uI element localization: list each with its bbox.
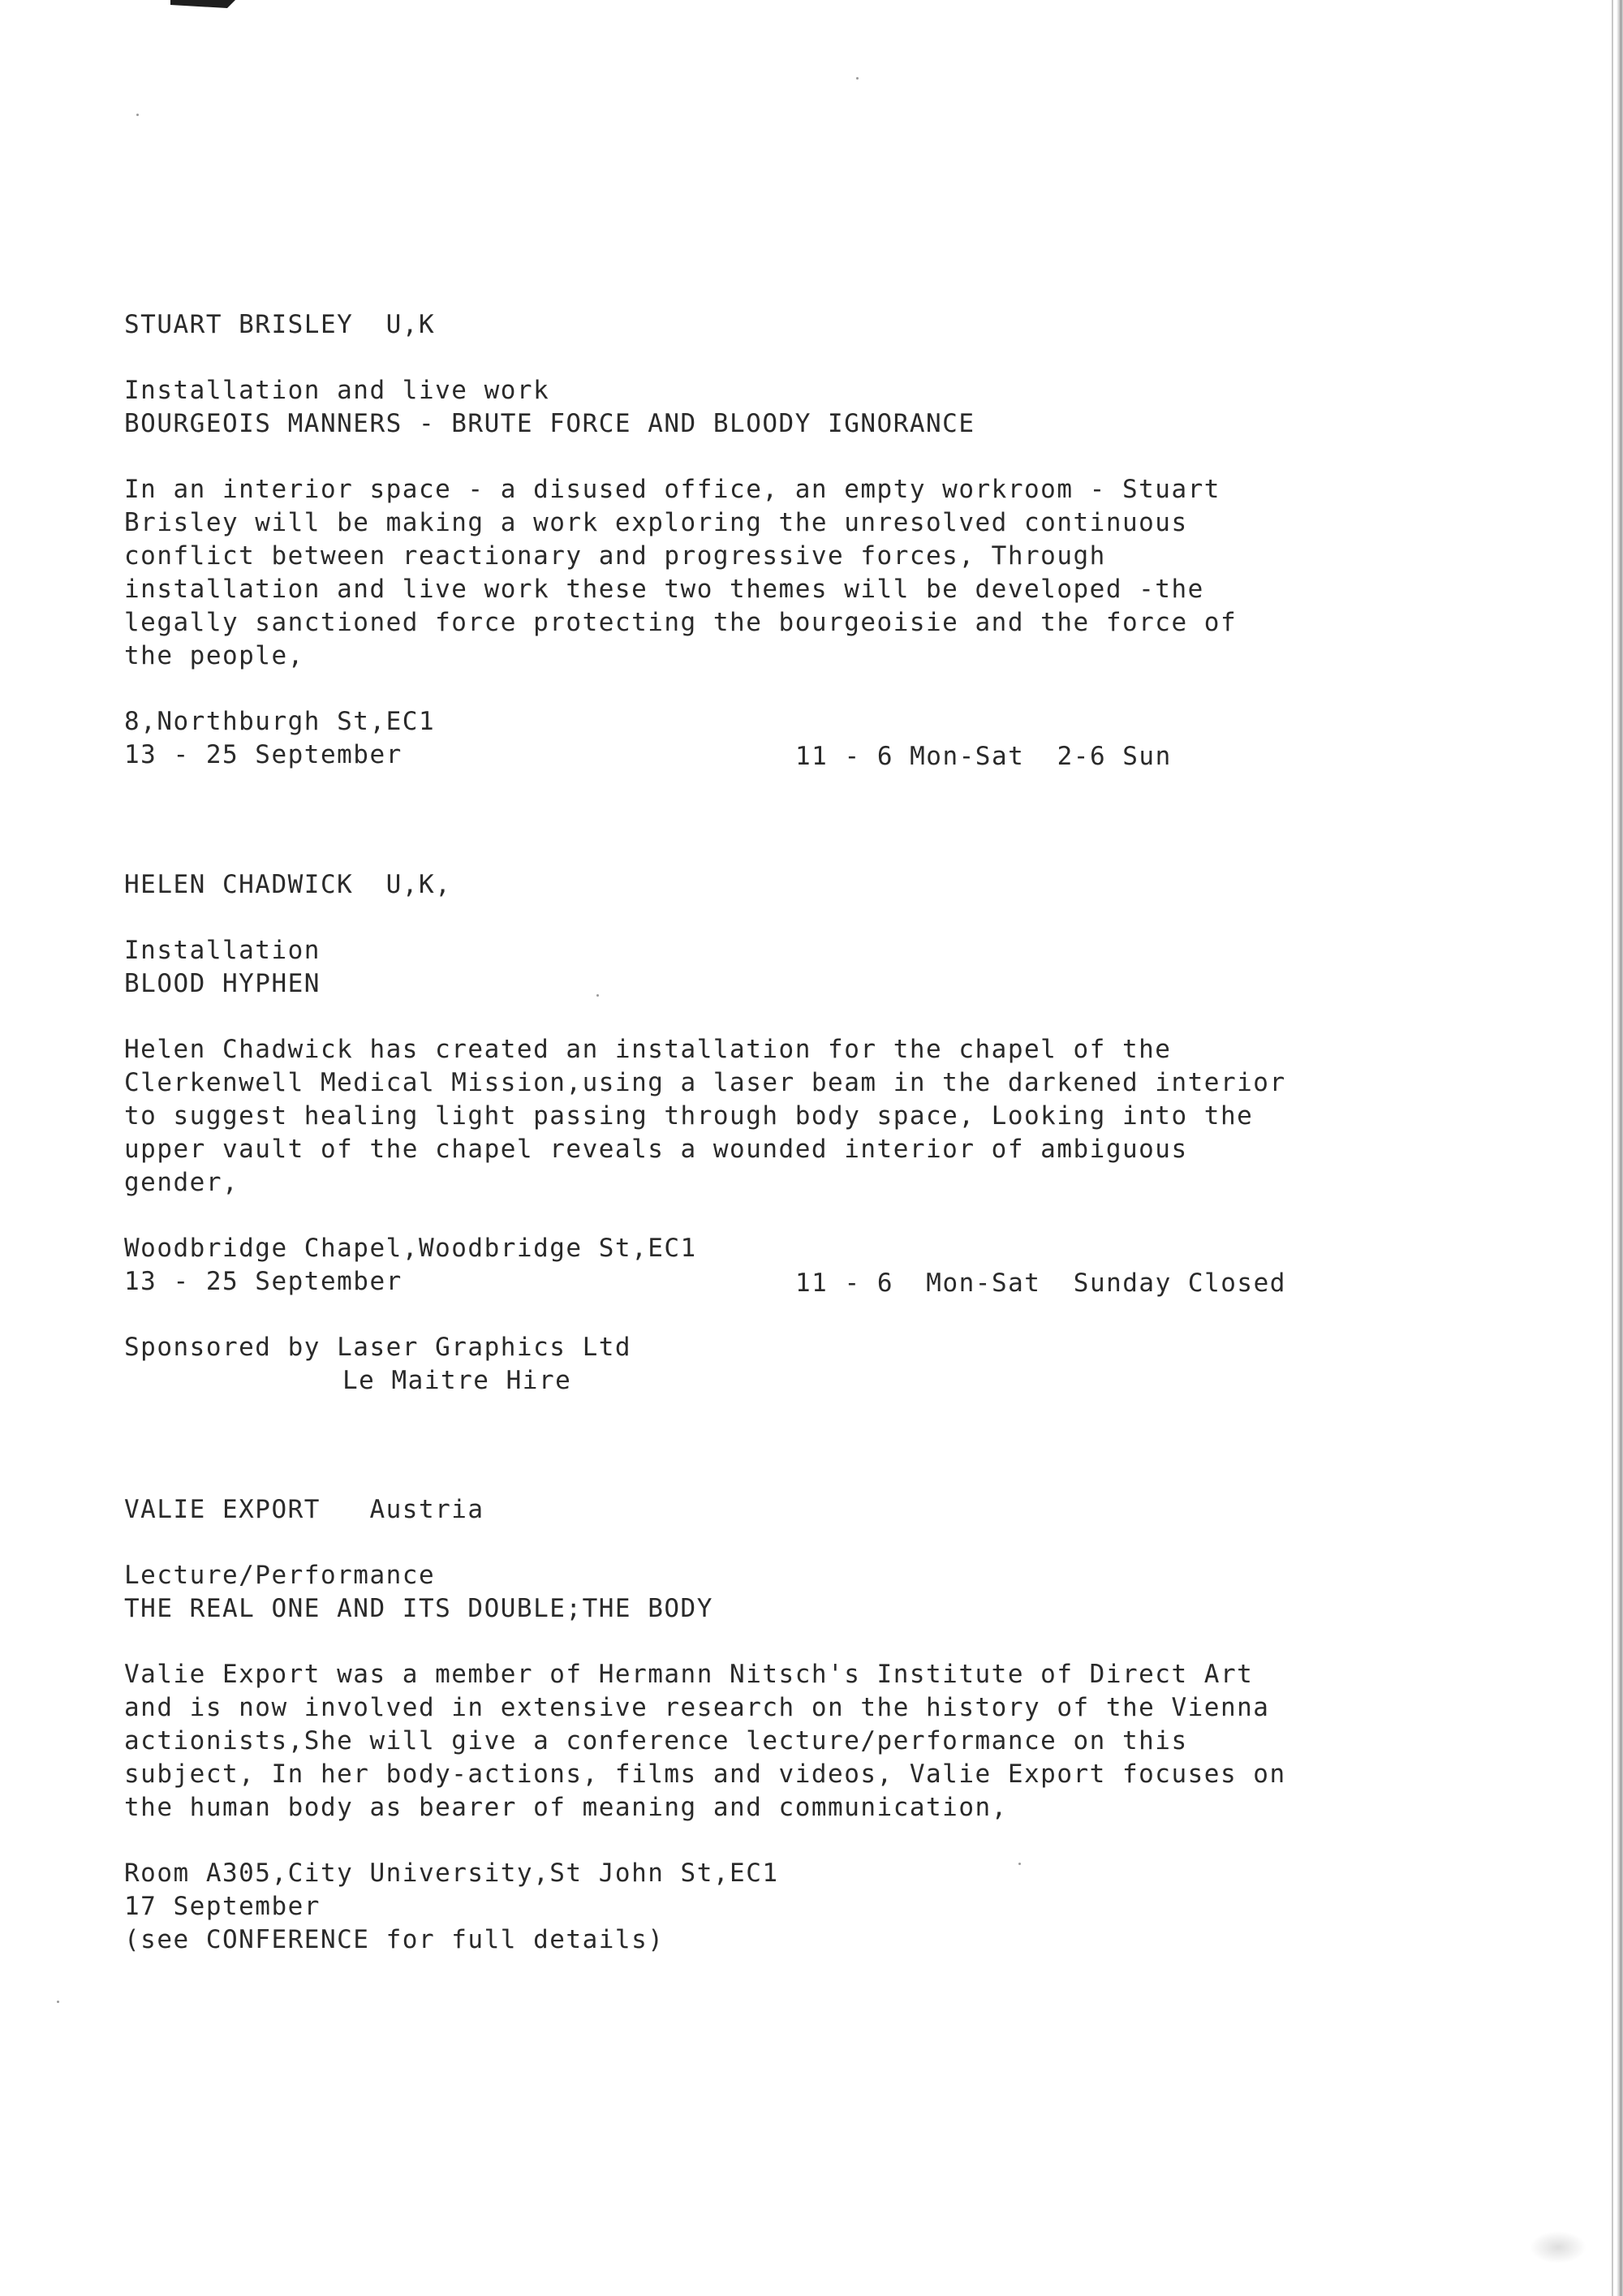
description-line: Clerkenwell Medical Mission,using a laser beam in the darkened interior: [124, 1068, 1286, 1097]
event-dates: 17 September: [124, 1892, 321, 1921]
description-line: legally sanctioned force protecting the bourgeoisie and the force of: [124, 608, 1238, 637]
artist-name: HELEN CHADWICK U,K,: [124, 870, 452, 899]
description-line: subject, In her body-actions, films and videos, Valie Export focuses on: [124, 1760, 1286, 1789]
scan-speck: [57, 2001, 59, 2003]
venue-address: Woodbridge Chapel,Woodbridge St,EC1: [124, 1234, 697, 1263]
work-type: Installation: [124, 936, 321, 965]
scan-speck: [1018, 1863, 1021, 1865]
description-line: actionists,She will give a conference lecture/performance on this: [124, 1726, 1188, 1755]
scan-smudge: [1530, 2231, 1586, 2264]
scan-edge-line: [1612, 0, 1613, 2296]
description-line: to suggest healing light passing through body space, Looking into the: [124, 1101, 1254, 1131]
work-type: Lecture/Performance: [124, 1561, 436, 1590]
description-line: the people,: [124, 641, 304, 670]
description-line: In an interior space - a disused office, an empty workroom - Stuart: [124, 475, 1220, 504]
artist-name: VALIE EXPORT Austria: [124, 1495, 484, 1524]
description-line: the human body as bearer of meaning and communication,: [124, 1793, 1008, 1822]
description-line: gender,: [124, 1168, 239, 1197]
sponsor-line: Le Maitre Hire: [342, 1366, 572, 1395]
description-line: upper vault of the chapel reveals a wounded interior of ambiguous: [124, 1135, 1188, 1164]
event-dates: 13 - 25 September: [124, 1267, 403, 1296]
description-line: and is now involved in extensive research on the history of the Vienna: [124, 1693, 1270, 1722]
event-dates: 13 - 25 September: [124, 740, 403, 769]
description-line: Helen Chadwick has created an installation for the chapel of the: [124, 1035, 1172, 1064]
work-title: BLOOD HYPHEN: [124, 969, 321, 998]
work-type: Installation and live work: [124, 376, 550, 405]
work-title: BOURGEOIS MANNERS - BRUTE FORCE AND BLOODY IGNORANCE: [124, 409, 975, 438]
scan-speck: [136, 114, 139, 116]
details-note: (see CONFERENCE for full details): [124, 1925, 665, 1954]
venue-address: Room A305,City University,St John St,EC1: [124, 1859, 779, 1888]
sponsor-line: Sponsored by Laser Graphics Ltd: [124, 1333, 632, 1362]
scan-speck: [856, 77, 859, 80]
opening-hours: 11 - 6 Mon-Sat Sunday Closed: [795, 1269, 1286, 1298]
scan-edge-shadow: [1617, 0, 1623, 2296]
description-line: Brisley will be making a work exploring the unresolved continuous: [124, 508, 1188, 537]
venue-address: 8,Northburgh St,EC1: [124, 707, 436, 736]
scan-speck: [596, 994, 599, 997]
torn-corner-mark: [170, 0, 235, 11]
work-title: THE REAL ONE AND ITS DOUBLE;THE BODY: [124, 1594, 713, 1623]
description-line: installation and live work these two themes will be developed -the: [124, 575, 1204, 604]
description-line: conflict between reactionary and progressive forces, Through: [124, 541, 1106, 571]
artist-name: STUART BRISLEY U,K: [124, 310, 436, 339]
description-line: Valie Export was a member of Hermann Nitsch's Institute of Direct Art: [124, 1660, 1254, 1689]
opening-hours: 11 - 6 Mon-Sat 2-6 Sun: [795, 742, 1172, 771]
